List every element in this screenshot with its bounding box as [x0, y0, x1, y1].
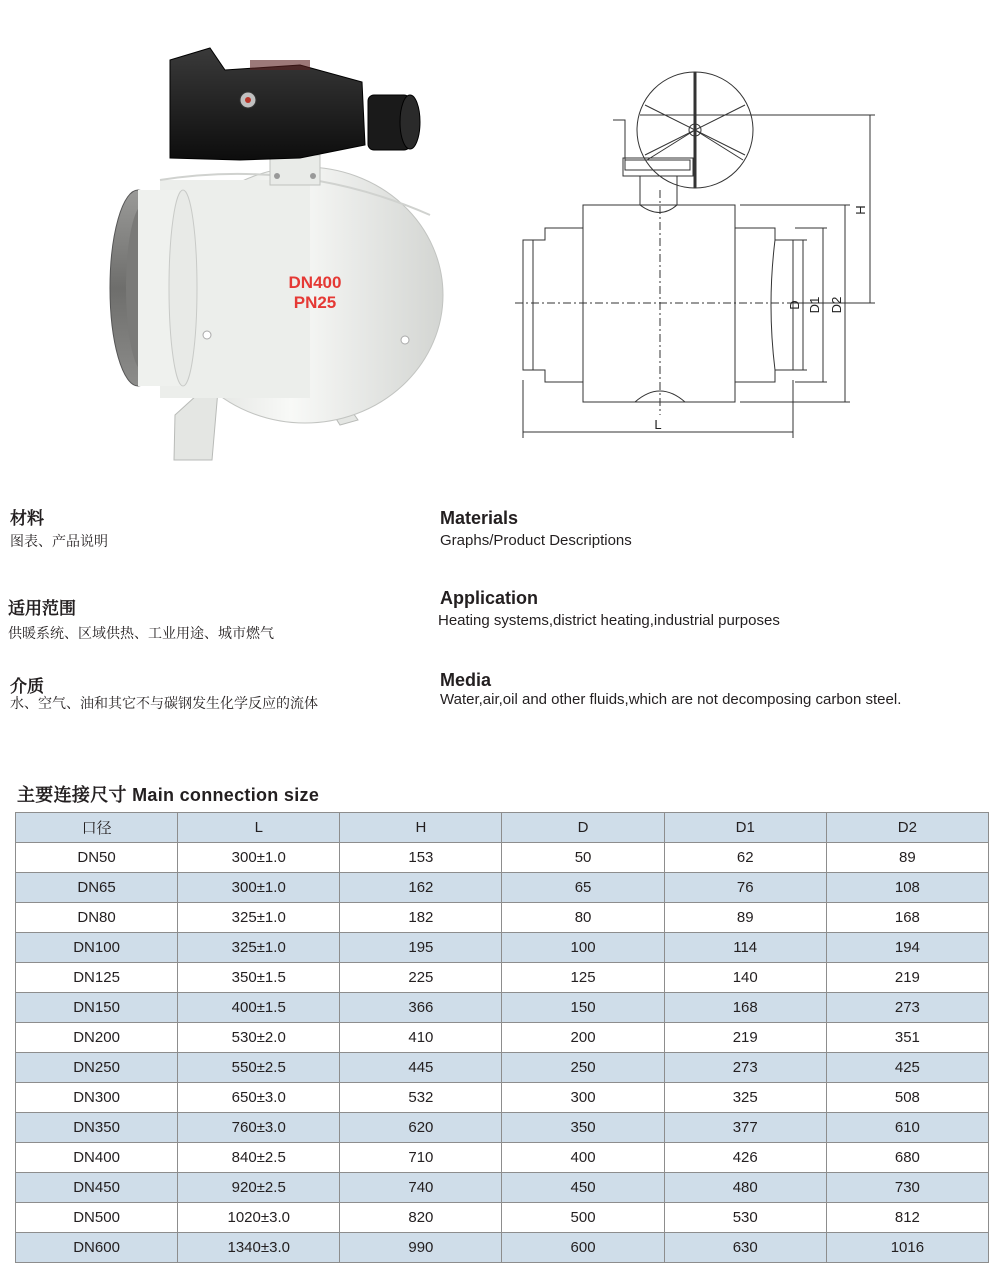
table-cell: 550±2.5: [178, 1053, 340, 1083]
table-cell: 840±2.5: [178, 1143, 340, 1173]
table-cell: 710: [340, 1143, 502, 1173]
table-cell: DN80: [16, 903, 178, 933]
table-cell: 350: [502, 1113, 664, 1143]
table-cell: 426: [664, 1143, 826, 1173]
table-cell: 273: [664, 1053, 826, 1083]
table-cell: 114: [664, 933, 826, 963]
table-cell: 400±1.5: [178, 993, 340, 1023]
table-cell: 812: [826, 1203, 988, 1233]
table-cell: 920±2.5: [178, 1173, 340, 1203]
table-cell: 500: [502, 1203, 664, 1233]
table-cell: 219: [664, 1023, 826, 1053]
materials-cn-title: 材料: [10, 509, 44, 528]
table-cell: 400: [502, 1143, 664, 1173]
table-cell: 730: [826, 1173, 988, 1203]
media-cn-title: 介质: [10, 677, 44, 696]
table-cell: 366: [340, 993, 502, 1023]
table-cell: 125: [502, 963, 664, 993]
table-cell: 425: [826, 1053, 988, 1083]
application-en-desc: Heating systems,district heating,industrial purposes: [438, 612, 780, 629]
table-cell: 650±3.0: [178, 1083, 340, 1113]
table-cell: 530±2.0: [178, 1023, 340, 1053]
table-cell: 182: [340, 903, 502, 933]
table-cell: 200: [502, 1023, 664, 1053]
header-l: L: [178, 813, 340, 843]
table-cell: 740: [340, 1173, 502, 1203]
table-cell: DN300: [16, 1083, 178, 1113]
table-title: 主要连接尺寸 Main connection size: [17, 785, 320, 805]
media-en-title: Media: [440, 670, 492, 690]
table-cell: 532: [340, 1083, 502, 1113]
table-cell: 65: [502, 873, 664, 903]
table-row: [16, 843, 989, 873]
valve-photo: [100, 40, 450, 465]
dim-label-d1: D1: [807, 296, 822, 314]
table-cell: 194: [826, 933, 988, 963]
dim-label-l: L: [654, 417, 662, 432]
table-body: [16, 843, 989, 1263]
table-cell: 508: [826, 1083, 988, 1113]
table-cell: DN200: [16, 1023, 178, 1053]
table-cell: 820: [340, 1203, 502, 1233]
table-cell: DN125: [16, 963, 178, 993]
table-cell: 680: [826, 1143, 988, 1173]
table-row: [16, 933, 989, 963]
table-cell: 530: [664, 1203, 826, 1233]
table-row: [16, 1233, 989, 1263]
table-cell: 480: [664, 1173, 826, 1203]
table-cell: 620: [340, 1113, 502, 1143]
table-cell: 153: [340, 843, 502, 873]
table-cell: 450: [502, 1173, 664, 1203]
table-cell: 168: [664, 993, 826, 1023]
table-row: [16, 1173, 989, 1203]
application-en-title: Application: [440, 588, 538, 608]
table-cell: DN150: [16, 993, 178, 1023]
table-cell: 990: [340, 1233, 502, 1263]
table-cell: 140: [664, 963, 826, 993]
table-cell: 89: [664, 903, 826, 933]
table-cell: 610: [826, 1113, 988, 1143]
table-row: [16, 1083, 989, 1113]
table-row: [16, 963, 989, 993]
table-cell: 325±1.0: [178, 903, 340, 933]
materials-en-title: Materials: [440, 508, 519, 528]
table-cell: 630: [664, 1233, 826, 1263]
table-cell: DN250: [16, 1053, 178, 1083]
dim-label-h: H: [853, 205, 868, 215]
table-cell: 195: [340, 933, 502, 963]
valve-dimension-drawing: [505, 60, 890, 445]
table-cell: DN400: [16, 1143, 178, 1173]
table-cell: 760±3.0: [178, 1113, 340, 1143]
table-cell: DN450: [16, 1173, 178, 1203]
table-cell: DN50: [16, 843, 178, 873]
table-row: [16, 1053, 989, 1083]
table-row: [16, 873, 989, 903]
marking-pn: PN25: [293, 293, 337, 312]
table-header-row: [16, 813, 989, 843]
header-d2: D2: [826, 813, 988, 843]
connection-size-table: [15, 812, 989, 1263]
application-cn-desc: 供暖系统、区域供热、工业用途、城市燃气: [8, 625, 274, 641]
marking-dn: DN400: [288, 273, 342, 292]
header-d1: D1: [664, 813, 826, 843]
table-cell: 89: [826, 843, 988, 873]
table-cell: 1016: [826, 1233, 988, 1263]
table-row: [16, 903, 989, 933]
table-cell: 351: [826, 1023, 988, 1053]
table-cell: 1020±3.0: [178, 1203, 340, 1233]
application-cn-title: 适用范围: [8, 599, 76, 618]
materials-cn-desc: 图表、产品说明: [10, 533, 108, 549]
materials-en-desc: Graphs/Product Descriptions: [440, 532, 632, 549]
table-cell: 350±1.5: [178, 963, 340, 993]
table-row: [16, 993, 989, 1023]
table-cell: 100: [502, 933, 664, 963]
table-cell: 162: [340, 873, 502, 903]
table-cell: 76: [664, 873, 826, 903]
table-cell: 168: [826, 903, 988, 933]
table-row: [16, 1143, 989, 1173]
table-cell: DN100: [16, 933, 178, 963]
header-caliber: 口径: [16, 813, 178, 843]
table-cell: 325±1.0: [178, 933, 340, 963]
table-cell: DN65: [16, 873, 178, 903]
table-cell: 219: [826, 963, 988, 993]
table-row: [16, 1113, 989, 1143]
table-cell: 225: [340, 963, 502, 993]
table-cell: 377: [664, 1113, 826, 1143]
table-cell: DN500: [16, 1203, 178, 1233]
media-cn-desc: 水、空气、油和其它不与碳钢发生化学反应的流体: [10, 695, 318, 711]
table-cell: 250: [502, 1053, 664, 1083]
table-row: [16, 1203, 989, 1233]
table-cell: DN600: [16, 1233, 178, 1263]
table-cell: 273: [826, 993, 988, 1023]
table-cell: 1340±3.0: [178, 1233, 340, 1263]
dim-label-d2: D2: [829, 296, 844, 314]
table-cell: 150: [502, 993, 664, 1023]
table-cell: 108: [826, 873, 988, 903]
table-cell: 80: [502, 903, 664, 933]
table-cell: 300±1.0: [178, 873, 340, 903]
table-cell: 600: [502, 1233, 664, 1263]
header-h: H: [340, 813, 502, 843]
table-cell: DN350: [16, 1113, 178, 1143]
table-cell: 50: [502, 843, 664, 873]
table-cell: 62: [664, 843, 826, 873]
table-cell: 300: [502, 1083, 664, 1113]
table-row: [16, 1023, 989, 1053]
table-cell: 325: [664, 1083, 826, 1113]
table-cell: 410: [340, 1023, 502, 1053]
dim-label-d: D: [787, 300, 802, 310]
table-cell: 300±1.0: [178, 843, 340, 873]
header-d: D: [502, 813, 664, 843]
media-en-desc: Water,air,oil and other fluids,which are not decomposing carbon steel.: [440, 691, 902, 708]
table-cell: 445: [340, 1053, 502, 1083]
